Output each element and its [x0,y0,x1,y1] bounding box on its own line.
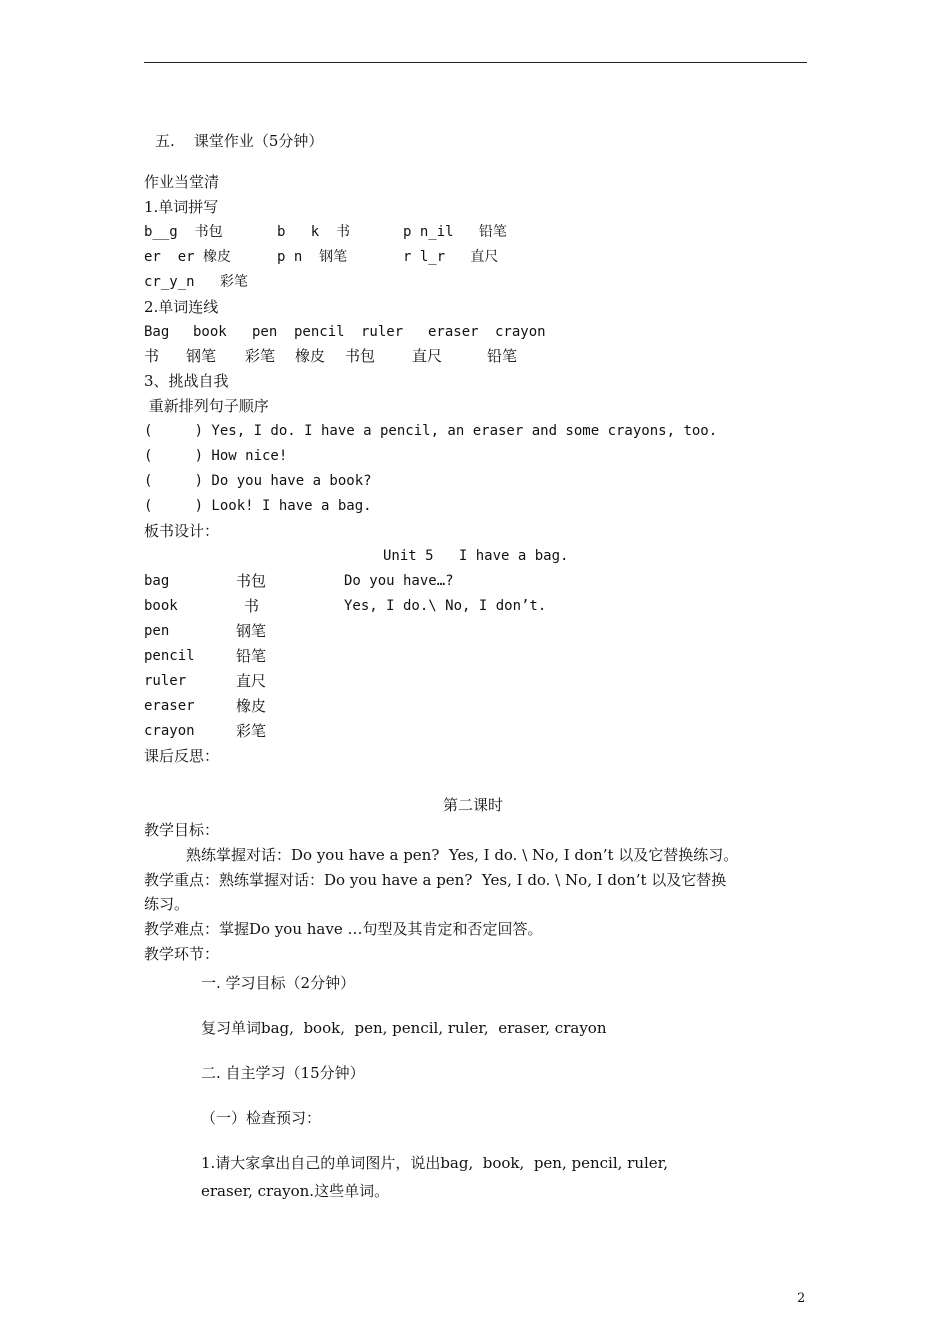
order-sentence: ( ) Yes, I do. I have a pencil, an eraser and some crayons, too. [144,423,718,439]
match-word-en: pencil [294,324,345,340]
review-words: 复习单词bag, book, pen, pencil, ruler, eraser, crayon [201,1019,607,1037]
spelling-item: cr_y_n 彩笔 [144,274,248,290]
board-title: Unit 5 I have a bag. [383,548,569,564]
spelling-item: b k 书 [277,224,351,240]
match-word-en: pen [252,324,278,340]
order-sentence: ( ) How nice! [144,448,288,464]
board-vocab-en: eraser [144,698,195,714]
board-vocab-en: pen [144,623,170,639]
board-sentence: Yes, I do.\ No, I don’t. [344,598,547,614]
spelling-item: p n 钢笔 [277,249,348,265]
steps-label: 教学环节： [144,945,220,963]
question-2-title: 2.单词连线 [144,298,219,316]
order-sentence: ( ) Do you have a book? [144,473,372,489]
match-word-zh: 钢笔 [186,347,217,365]
order-sentence: ( ) Look! I have a bag. [144,498,372,514]
question-3-title: 3、挑战自我 [144,372,229,390]
match-word-zh: 彩笔 [245,347,276,365]
board-vocab-en: crayon [144,723,195,739]
step-2-heading: 二. 自主学习（15分钟） [201,1064,365,1082]
activity-text: 1.请大家拿出自己的单词图片，说出bag, book, pen, pencil, ruler, [201,1154,668,1172]
goal-label: 教学目标： [144,821,220,839]
activity-text-cont: eraser, crayon.这些单词。 [201,1182,390,1200]
board-vocab-zh: 彩笔 [236,722,267,740]
board-sentence: Do you have…? [344,573,454,589]
section-heading: 五. 课堂作业（5分钟） [155,132,324,150]
board-vocab-zh: 书包 [236,572,267,590]
match-word-en: book [193,324,227,340]
match-word-zh: 书包 [345,347,376,365]
board-vocab-en: pencil [144,648,195,664]
reflection-label: 课后反思： [144,747,220,765]
match-word-en: crayon [495,324,546,340]
step-1-heading: 一. 学习目标（2分钟） [201,974,356,992]
spelling-item: r l_r 直尺 [403,249,499,265]
question-1-title: 1.单词拼写 [144,198,219,216]
page-number: 2 [797,1291,806,1306]
spelling-item: er er 橡皮 [144,249,232,265]
spelling-item: b__g 书包 [144,224,223,240]
question-3-subtitle: 重新排列句子顺序 [144,397,269,415]
board-label: 板书设计： [144,522,220,540]
key-points: 教学重点：熟练掌握对话：Do you have a pen? Yes, I do. \ No, I don’t 以及它替换 [144,871,727,889]
match-word-en: ruler [361,324,404,340]
board-vocab-en: bag [144,573,170,589]
board-vocab-zh: 橡皮 [236,697,267,715]
difficulty: 教学难点：掌握Do you have …句型及其肯定和否定回答。 [144,920,543,938]
board-vocab-zh: 书 [244,597,260,615]
preview-check-heading: （一）检查预习： [201,1109,322,1127]
goal-text: 熟练掌握对话：Do you have a pen? Yes, I do. \ No, I don’t 以及它替换练习。 [186,846,739,864]
match-word-en: eraser [428,324,479,340]
match-word-zh: 直尺 [412,347,443,365]
key-points-cont: 练习。 [144,895,190,913]
board-vocab-zh: 直尺 [236,672,267,690]
match-word-en: Bag [144,324,170,340]
match-word-zh: 铅笔 [487,347,518,365]
match-word-zh: 橡皮 [295,347,326,365]
section-subtitle: 作业当堂清 [144,173,220,191]
match-word-zh: 书 [144,347,160,365]
lesson2-title: 第二课时 [443,796,504,814]
board-vocab-en: ruler [144,673,187,689]
header-rule [144,62,807,63]
spelling-item: p n_il 铅笔 [403,224,507,240]
board-vocab-zh: 钢笔 [236,622,267,640]
board-vocab-zh: 铅笔 [236,647,267,665]
board-vocab-en: book [144,598,178,614]
